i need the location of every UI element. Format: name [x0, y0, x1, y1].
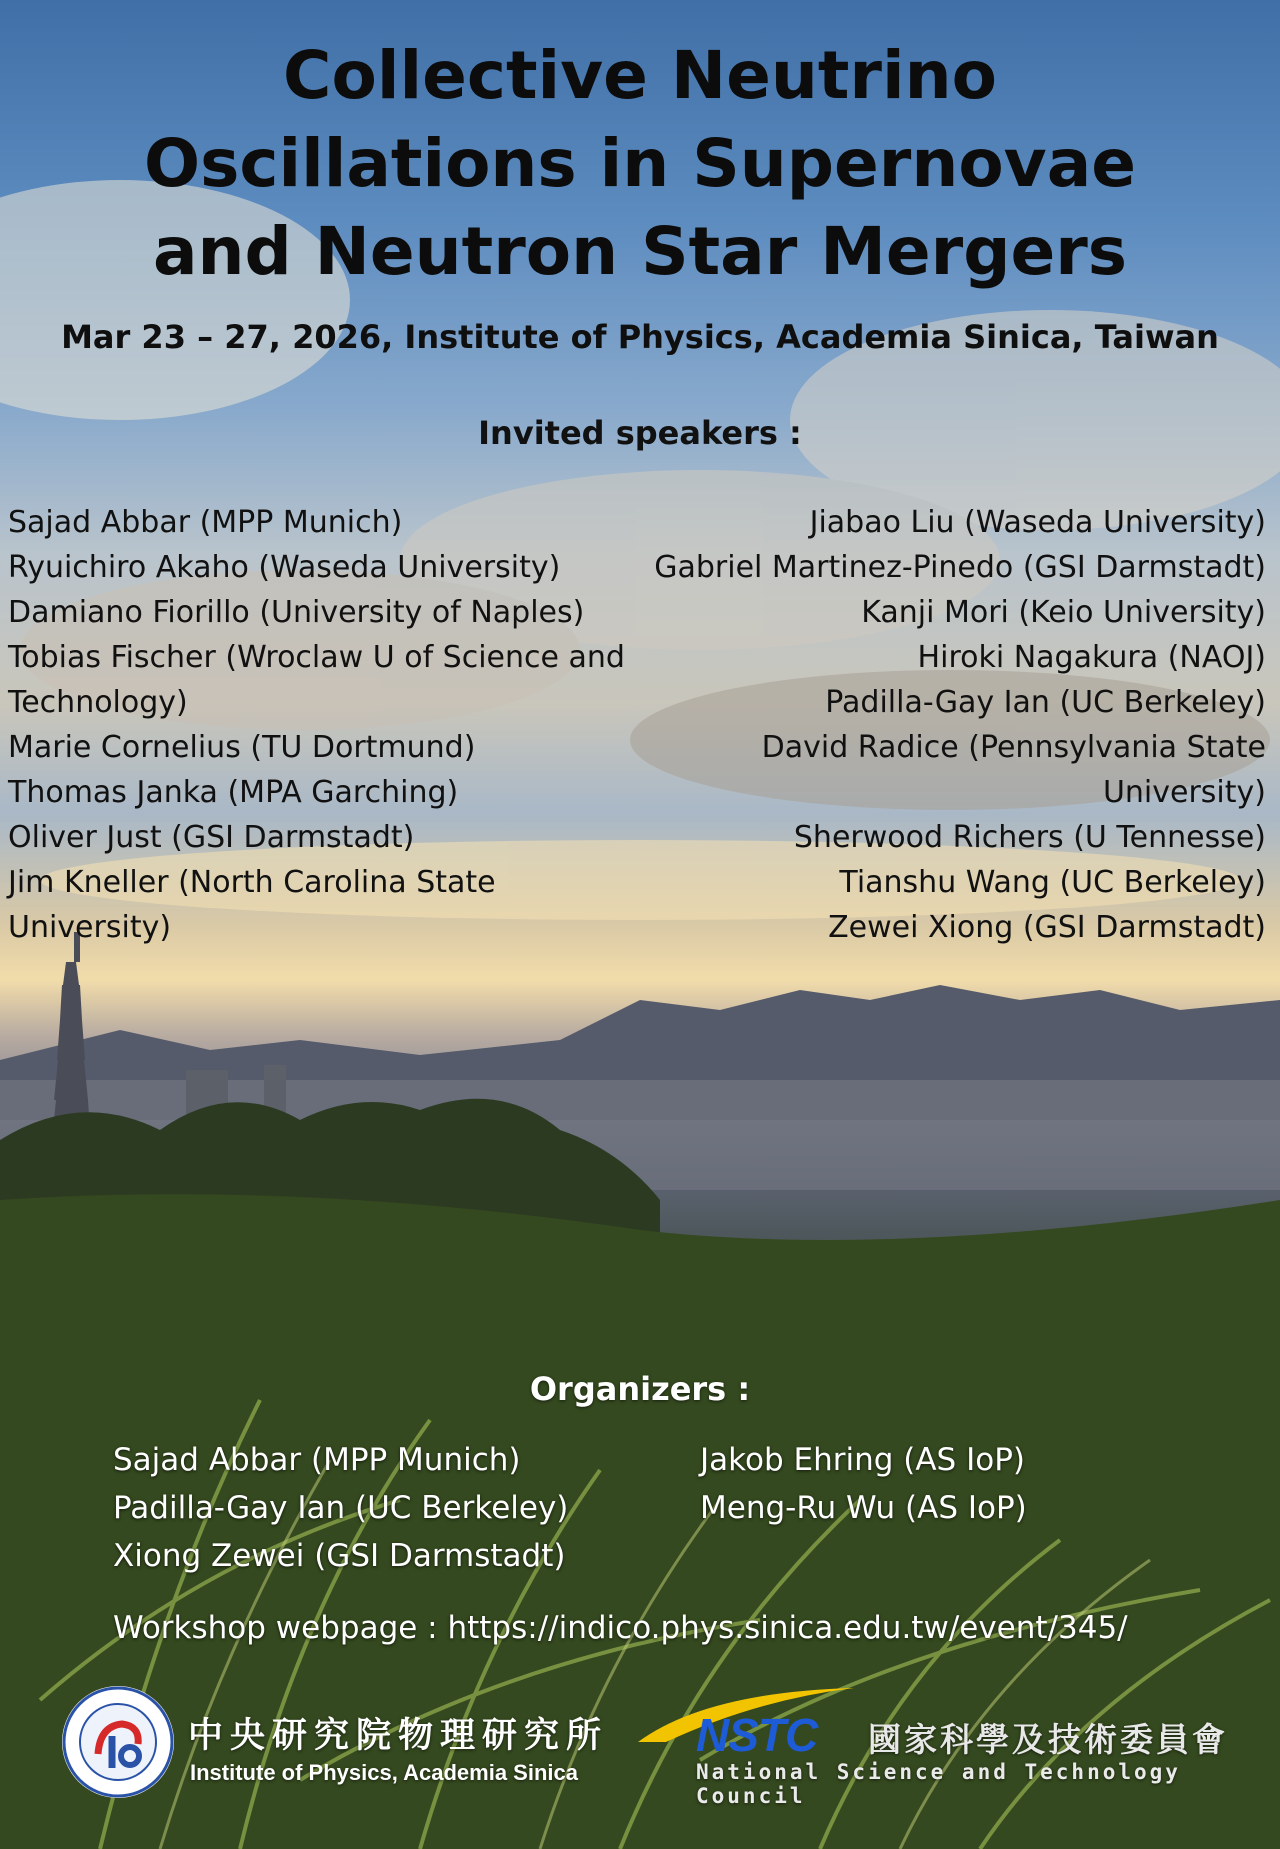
speaker-entry: David Radice (Pennsylvania State University) — [761, 730, 1266, 810]
speaker-entry: Padilla-Gay Ian (UC Berkeley) — [825, 685, 1266, 720]
speakers-left-list — [8, 500, 648, 950]
organizer-entry: Padilla-Gay Ian (UC Berkeley) — [113, 1490, 569, 1526]
speaker-entry: Kanji Mori (Keio University) — [861, 595, 1266, 630]
iop-emblem-icon — [60, 1684, 176, 1800]
organizer-entry: Xiong Zewei (GSI Darmstadt) — [113, 1538, 566, 1574]
organizer-entry: Sajad Abbar (MPP Munich) — [113, 1442, 521, 1478]
title-line: Oscillations in Supernovae — [144, 125, 1136, 202]
organizer-entry: Jakob Ehring (AS IoP) — [700, 1442, 1025, 1478]
invited-speakers-heading: Invited speakers : — [478, 414, 802, 452]
title-line: and Neutron Star Mergers — [152, 213, 1128, 290]
speaker-entry: Technology) — [8, 685, 188, 720]
organizers-heading: Organizers : — [529, 1370, 751, 1408]
speaker-entry: Gabriel Martinez-Pinedo (GSI Darmstadt) — [654, 550, 1266, 585]
poster-title — [0, 32, 1280, 296]
organizer-entry: Meng-Ru Wu (AS IoP) — [700, 1490, 1027, 1526]
nstc-name-chinese: 國家科學及技術委員會 — [868, 1720, 1228, 1759]
speaker-entry: Jiabao Liu (Waseda University) — [809, 505, 1266, 540]
dates-location: Mar 23 – 27, 2026, Institute of Physics, Academia Sinica, Taiwan — [61, 318, 1219, 356]
speaker-entry: Sajad Abbar (MPP Munich) — [8, 505, 403, 540]
speaker-entry: Tianshu Wang (UC Berkeley) — [839, 865, 1266, 900]
speaker-entry: Thomas Janka (MPA Garching) — [8, 775, 459, 810]
speaker-entry: Zewei Xiong (GSI Darmstadt) — [828, 910, 1266, 945]
organizers-left-list — [113, 1436, 633, 1580]
title-line: Collective Neutrino — [283, 37, 997, 114]
speakers-right-list — [626, 500, 1266, 950]
nstc-name-english: National Science and Technology Council — [696, 1760, 1181, 1808]
speaker-entry: Damiano Fiorillo (University of Naples) — [8, 595, 585, 630]
speaker-entry: Sherwood Richers (U Tennesse) — [793, 820, 1266, 855]
iop-name-chinese: 中央研究院物理研究所 — [188, 1716, 609, 1756]
speaker-entry: Marie Cornelius (TU Dortmund) — [8, 730, 476, 765]
nstc-logo-text: NSTC — [696, 1709, 818, 1761]
speaker-entry: Oliver Just (GSI Darmstadt) — [8, 820, 415, 855]
speaker-entry: Tobias Fischer (Wroclaw U of Science and — [8, 640, 625, 675]
iop-name-english: Institute of Physics, Academia Sinica — [190, 1760, 578, 1785]
speaker-entry: Hiroki Nagakura (NAOJ) — [917, 640, 1266, 675]
workshop-webpage-link[interactable]: Workshop webpage : https://indico.phys.sinica.edu.tw/event/345/ — [113, 1610, 1128, 1646]
organizers-right-list — [700, 1436, 1220, 1532]
speaker-entry: Ryuichiro Akaho (Waseda University) — [8, 550, 561, 585]
speaker-entry: Jim Kneller (North Carolina State University) — [8, 865, 496, 945]
